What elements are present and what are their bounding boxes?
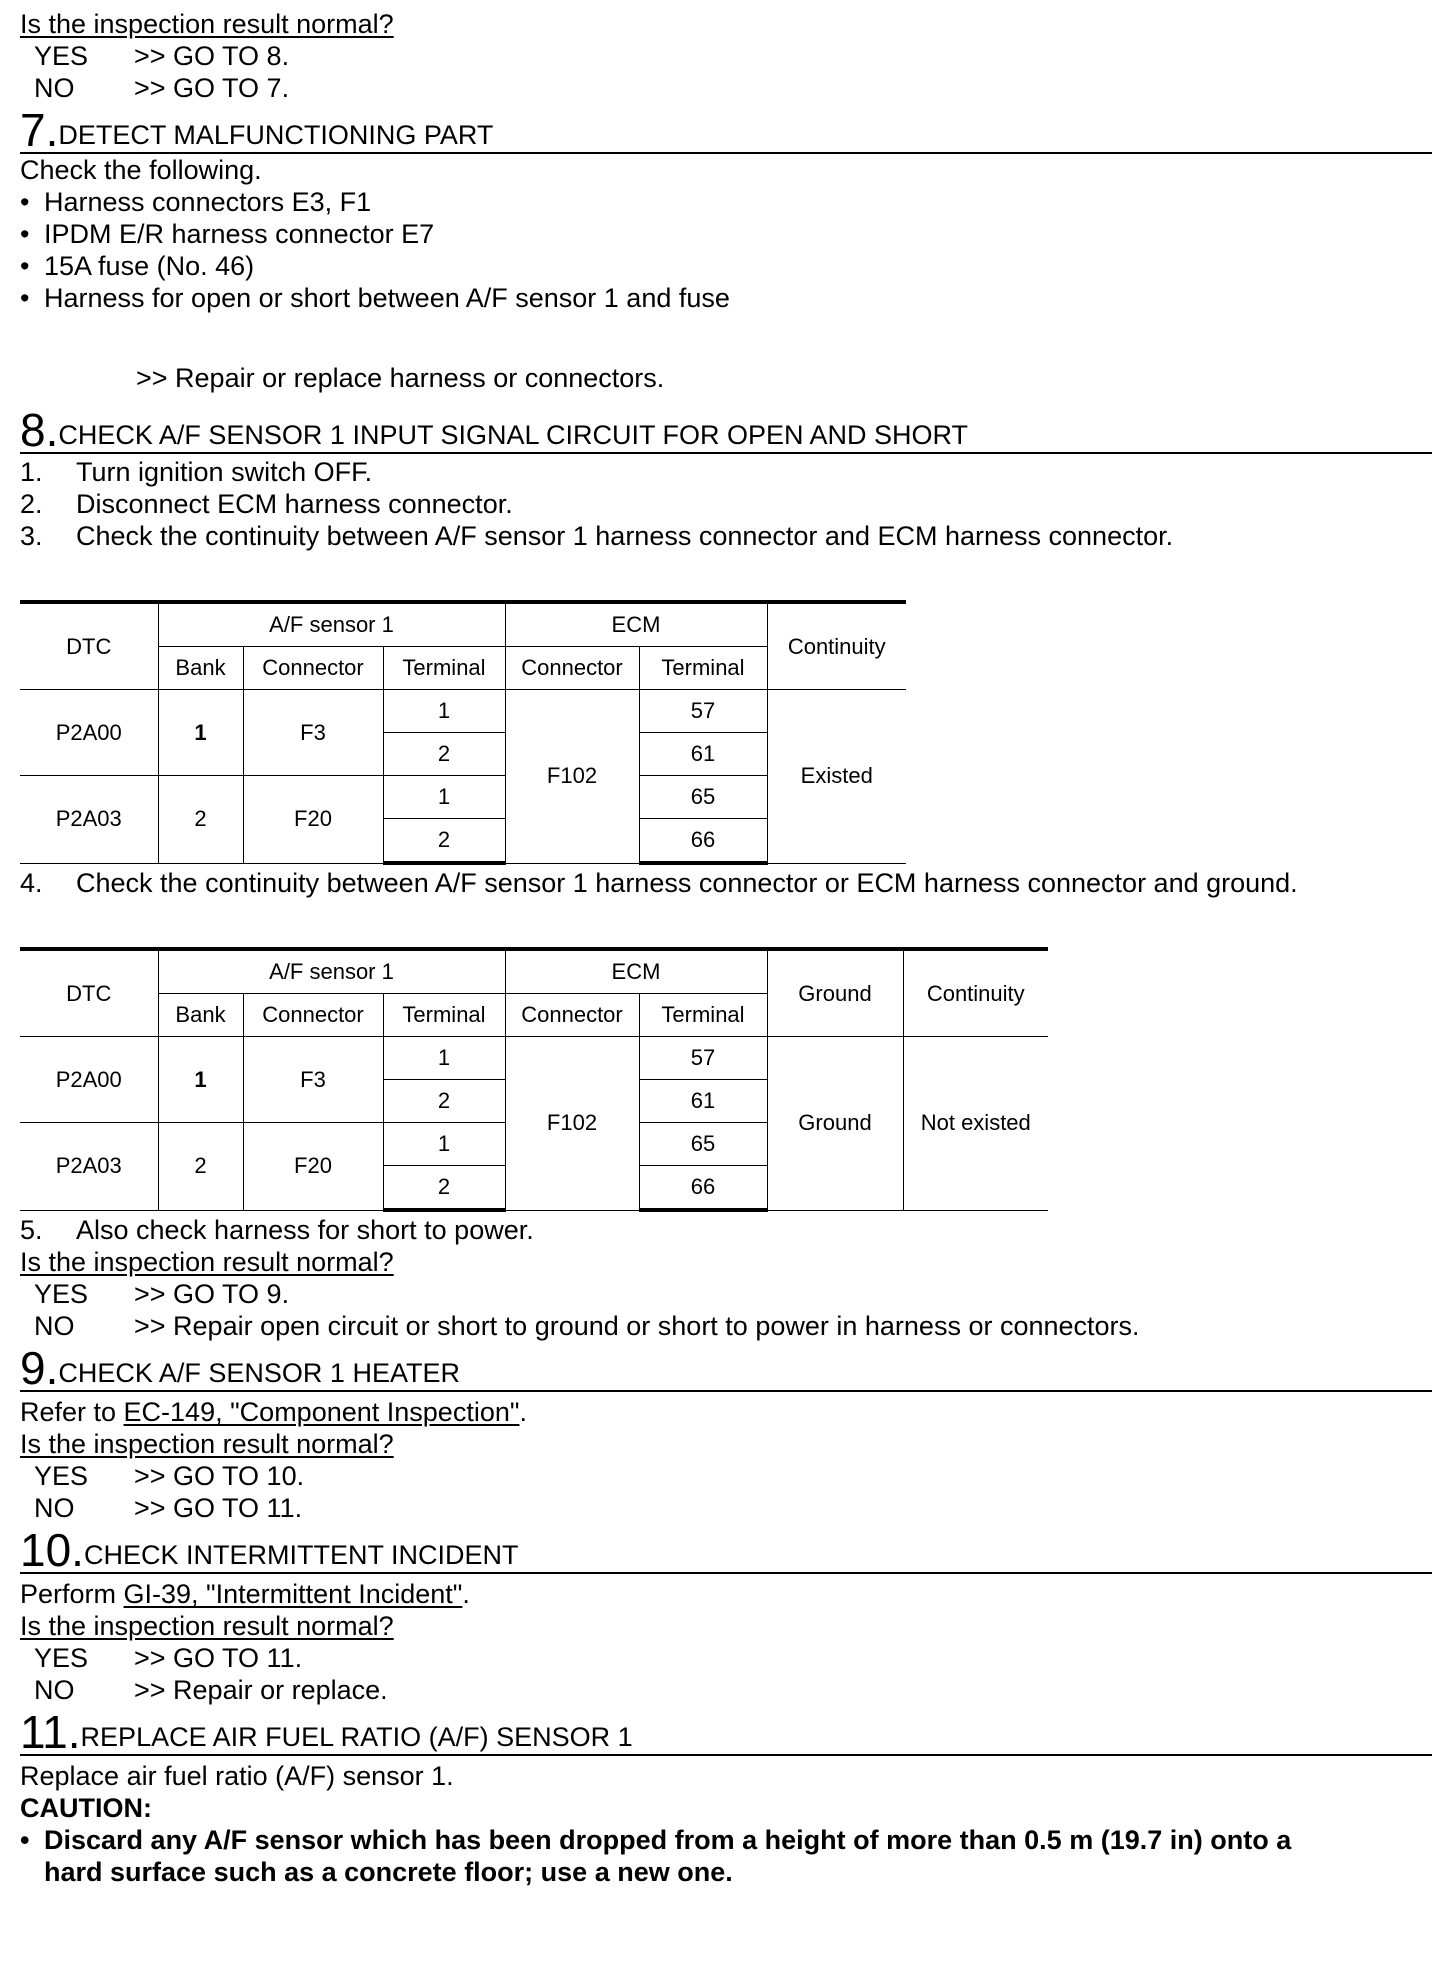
terminal-cell: 2 [383,1080,505,1123]
header-continuity: Continuity [903,949,1048,1037]
connector-cell: F3 [243,690,383,776]
header-connector: Connector [243,994,383,1037]
header-connector: Connector [243,647,383,690]
ecm-terminal-cell: 57 [639,1037,767,1080]
header-ecm-terminal: Terminal [639,994,767,1037]
dtc-cell: P2A00 [20,690,158,776]
perform-line: Perform GI-39, "Intermittent Incident". [20,1579,470,1609]
list-item: 3. Check the continuity between A/F sensor 1 harness connector and ECM harness connector. [20,521,1174,551]
inspection-question: Is the inspection result normal? [20,9,394,39]
terminal-cell: 1 [383,1037,505,1080]
no-action: >> GO TO 11. [134,1493,303,1523]
no-label: NO [34,73,75,103]
step-title: CHECK INTERMITTENT INCIDENT [83,1540,519,1570]
step-11-header [20,1706,1432,1756]
no-label: NO [34,1675,75,1705]
step-7-action: >> Repair or replace harness or connectors. [136,363,665,393]
header-terminal: Terminal [383,994,505,1037]
header-terminal: Terminal [383,647,505,690]
service-manual-page [20,8,1432,1888]
no-action: >> Repair open circuit or short to ground or short to power in harness or connectors. [134,1311,1140,1341]
no-label: NO [34,1311,75,1341]
inspection-question: Is the inspection result normal? [20,1429,394,1459]
step-title: CHECK A/F SENSOR 1 HEATER [58,1358,460,1388]
no-row [20,1310,1432,1342]
continuity-table [20,600,906,865]
yes-label: YES [34,1461,89,1491]
no-row [20,72,1432,104]
terminal-cell: 2 [383,819,505,864]
continuity-cell: Not existed [903,1037,1048,1211]
connector-cell: F3 [243,1037,383,1123]
step-number: 9. [20,1342,59,1394]
yes-action: >> GO TO 9. [134,1279,290,1309]
list-item: 2. Disconnect ECM harness connector. [20,489,513,519]
yes-action: >> GO TO 8. [134,41,290,71]
terminal-cell: 1 [383,690,505,733]
list-item: 1. Turn ignition switch OFF. [20,457,373,487]
step-9-header [20,1342,1432,1392]
header-ground: Ground [767,949,903,1037]
step-11-lead: Replace air fuel ratio (A/F) sensor 1. [20,1761,454,1791]
caution-item: • Discard any A/F sensor which has been dropped from a height of more than 0.5 m (19.7 in) onto a [20,1825,1292,1855]
dtc-cell: P2A03 [20,1123,158,1211]
header-ecm-connector: Connector [505,647,639,690]
bullet-item: • Harness connectors E3, F1 [20,187,372,217]
header-dtc: DTC [20,949,158,1037]
caution-label: CAUTION: [20,1793,152,1823]
yes-row [20,1278,1432,1310]
step-7-header [20,104,1432,154]
ecm-terminal-cell: 65 [639,776,767,819]
header-dtc: DTC [20,602,158,690]
no-label: NO [34,1493,75,1523]
terminal-cell: 2 [383,1166,505,1211]
ecm-terminal-cell: 66 [639,819,767,864]
bank-cell: 1 [158,690,243,776]
header-bank: Bank [158,647,243,690]
inspection-question: Is the inspection result normal? [20,1247,394,1277]
intermittent-incident-link[interactable]: GI-39, "Intermittent Incident" [123,1579,463,1609]
step-number: 11. [20,1706,81,1758]
header-ecm-connector: Connector [505,994,639,1037]
ground-continuity-table [20,947,1048,1212]
list-item: 5. Also check harness for short to power. [20,1215,534,1245]
yes-action: >> GO TO 10. [134,1461,305,1491]
dtc-cell: P2A00 [20,1037,158,1123]
step-title: DETECT MALFUNCTIONING PART [58,120,494,150]
component-inspection-link[interactable]: EC-149, "Component Inspection" [123,1397,520,1427]
bank-cell: 2 [158,776,243,864]
bullet-item: • 15A fuse (No. 46) [20,251,255,281]
ecm-terminal-cell: 65 [639,1123,767,1166]
inspection-question: Is the inspection result normal? [20,1611,394,1641]
terminal-cell: 1 [383,776,505,819]
step-8-header [20,394,1432,454]
bullet-item: • IPDM E/R harness connector E7 [20,219,435,249]
header-continuity: Continuity [767,602,906,690]
continuity-cell: Existed [767,690,906,864]
list-item: 4. Check the continuity between A/F sensor 1 harness connector or ECM harness connector and ground. [20,868,1298,898]
yes-label: YES [34,1643,89,1673]
yes-row [20,40,1432,72]
no-action: >> GO TO 7. [134,73,290,103]
no-row [20,1674,1432,1706]
header-af-sensor: A/F sensor 1 [158,602,505,647]
ecm-terminal-cell: 61 [639,733,767,776]
step-number: 7. [20,104,59,156]
bullet-item: • Harness for open or short between A/F sensor 1 and fuse [20,283,730,313]
yes-label: YES [34,41,89,71]
no-row [20,1492,1432,1524]
step-number: 8. [20,404,59,456]
step-title: CHECK A/F SENSOR 1 INPUT SIGNAL CIRCUIT FOR OPEN AND SHORT [58,420,969,450]
terminal-cell: 2 [383,733,505,776]
yes-label: YES [34,1279,89,1309]
header-ecm-terminal: Terminal [639,647,767,690]
no-action: >> Repair or replace. [134,1675,388,1705]
ecm-terminal-cell: 57 [639,690,767,733]
header-af-sensor: A/F sensor 1 [158,949,505,994]
yes-action: >> GO TO 11. [134,1643,303,1673]
connector-cell: F20 [243,776,383,864]
refer-line: Refer to EC-149, "Component Inspection". [20,1397,527,1427]
header-ecm: ECM [505,602,767,647]
terminal-cell: 1 [383,1123,505,1166]
step-7-lead: Check the following. [20,155,262,185]
step-title: REPLACE AIR FUEL RATIO (A/F) SENSOR 1 [80,1722,633,1752]
yes-row [20,1460,1432,1492]
ecm-connector-cell: F102 [505,1037,639,1211]
bank-cell: 1 [158,1037,243,1123]
connector-cell: F20 [243,1123,383,1211]
bank-cell: 2 [158,1123,243,1211]
step-10-header [20,1524,1432,1574]
step-number: 10. [20,1524,84,1576]
ecm-terminal-cell: 61 [639,1080,767,1123]
caution-item-continued: hard surface such as a concrete floor; use a new one. [44,1857,733,1887]
header-ecm: ECM [505,949,767,994]
ecm-connector-cell: F102 [505,690,639,864]
header-bank: Bank [158,994,243,1037]
ground-cell: Ground [767,1037,903,1211]
yes-row [20,1642,1432,1674]
dtc-cell: P2A03 [20,776,158,864]
ecm-terminal-cell: 66 [639,1166,767,1211]
